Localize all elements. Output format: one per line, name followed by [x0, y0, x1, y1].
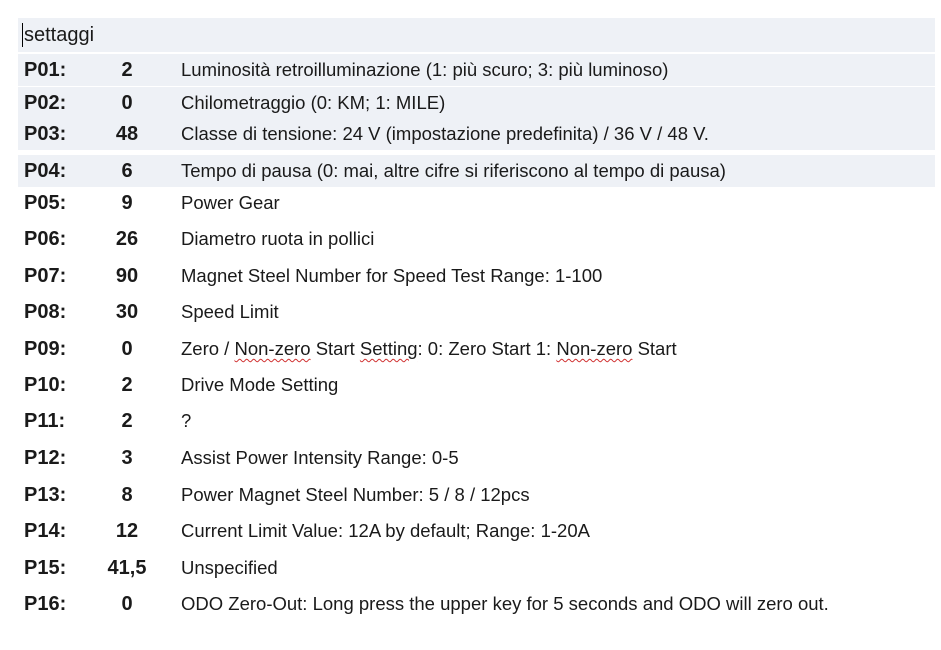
setting-description: Assist Power Intensity Range: 0-5: [181, 447, 459, 468]
setting-value: 12: [115, 520, 139, 542]
setting-value: 48: [115, 123, 139, 145]
setting-description: Chilometraggio (0: KM; 1: MILE): [181, 92, 446, 113]
setting-description: [181, 333, 677, 365]
setting-row-p05: [18, 187, 935, 219]
setting-code: P13:: [24, 484, 67, 506]
setting-code: P04:: [24, 160, 67, 182]
document-title[interactable]: settaggi: [24, 24, 95, 46]
setting-row-p13: [18, 479, 935, 511]
setting-description: Diametro ruota in pollici: [181, 228, 375, 249]
setting-code: P02:: [24, 92, 67, 114]
setting-value: 2: [121, 410, 133, 432]
desc-part: Start: [632, 338, 677, 359]
setting-row-p08: [18, 296, 935, 328]
setting-code: P01:: [24, 59, 67, 81]
setting-row-p09: [18, 333, 935, 365]
setting-code: P05:: [24, 192, 67, 214]
setting-code: P15:: [24, 557, 67, 579]
setting-value: 26: [115, 228, 139, 250]
desc-part: : 0: Zero Start 1:: [417, 338, 557, 359]
text-cursor: [22, 23, 23, 47]
setting-description: Magnet Steel Number for Speed Test Range: 1-100: [181, 265, 603, 286]
setting-row-p11: [18, 405, 935, 437]
setting-description: ODO Zero-Out: Long press the upper key for 5 seconds and ODO will zero out.: [181, 593, 829, 614]
setting-value: 2: [121, 374, 133, 396]
setting-row-p14: [18, 515, 935, 547]
setting-row-p12: [18, 442, 935, 474]
desc-part: Start: [310, 338, 360, 359]
title-row: [18, 18, 935, 52]
setting-row-p10: [18, 369, 935, 401]
setting-row-p16: [18, 588, 935, 620]
setting-code: P11:: [24, 410, 66, 432]
setting-description: Power Magnet Steel Number: 5 / 8 / 12pcs: [181, 484, 530, 505]
setting-value: 0: [121, 92, 133, 114]
setting-description: Unspecified: [181, 557, 278, 578]
setting-code: P03:: [24, 123, 67, 145]
setting-code: P16:: [24, 593, 67, 615]
spelling-flagged-word[interactable]: Non-zero: [556, 338, 633, 359]
setting-description: Drive Mode Setting: [181, 374, 339, 395]
setting-description: Tempo di pausa (0: mai, altre cifre si riferiscono al tempo di pausa): [181, 160, 726, 181]
setting-value: 2: [121, 59, 133, 81]
setting-code: P14:: [24, 520, 67, 542]
setting-description: Luminosità retroilluminazione (1: più scuro; 3: più luminoso): [181, 59, 669, 80]
setting-code: P10:: [24, 374, 67, 396]
setting-row-p01: [18, 54, 935, 86]
setting-description: Speed Limit: [181, 301, 279, 322]
spelling-flagged-word[interactable]: Non-zero: [234, 338, 311, 359]
setting-row-p07: [18, 260, 935, 292]
setting-value: 9: [121, 192, 133, 214]
setting-value: 8: [121, 484, 133, 506]
setting-code: P09:: [24, 338, 67, 360]
setting-value: 41,5: [107, 557, 147, 579]
setting-value: 6: [121, 160, 133, 182]
setting-value: 0: [121, 338, 133, 360]
setting-description: Power Gear: [181, 192, 280, 213]
setting-value: 0: [121, 593, 133, 615]
setting-description: ?: [181, 410, 192, 431]
setting-value: 90: [115, 265, 139, 287]
setting-code: P08:: [24, 301, 67, 323]
setting-code: P12:: [24, 447, 67, 469]
setting-value: 3: [121, 447, 133, 469]
setting-row-p06: [18, 223, 935, 255]
setting-description: Current Limit Value: 12A by default; Range: 1-20A: [181, 520, 590, 541]
spelling-flagged-word[interactable]: Setting: [359, 338, 418, 359]
setting-code: P06:: [24, 228, 67, 250]
desc-part: Zero /: [181, 338, 235, 359]
setting-row-p04: [18, 155, 935, 187]
setting-row-p15: [18, 552, 935, 584]
setting-description: Classe di tensione: 24 V (impostazione predefinita) / 36 V / 48 V.: [181, 123, 709, 144]
setting-row-p02: [18, 87, 935, 119]
setting-code: P07:: [24, 265, 67, 287]
setting-value: 30: [115, 301, 139, 323]
setting-row-p03: [18, 118, 935, 150]
